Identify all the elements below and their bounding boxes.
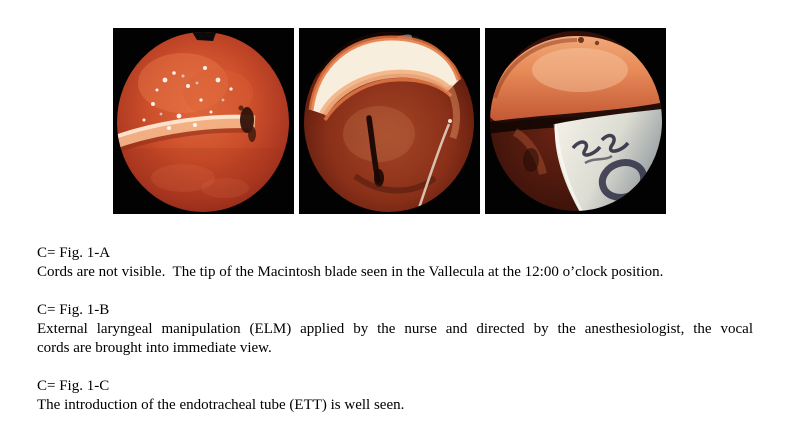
figure-strip	[113, 28, 666, 214]
fig-1c-photo	[485, 28, 666, 214]
fig-1a-frame	[113, 28, 294, 214]
fig-1c-label: C= Fig. 1-C	[37, 378, 110, 394]
caption-spacer	[37, 282, 753, 301]
fig-1a-photo	[113, 28, 294, 214]
caption-block	[37, 244, 753, 415]
fig-1b-caption-line-2: cords are brought into immediate view.	[37, 340, 272, 356]
fig-1b-frame	[299, 28, 480, 214]
fig-1c-caption: The introduction of the endotracheal tube (ETT) is well seen.	[37, 397, 405, 413]
fig-1b-label: C= Fig. 1-B	[37, 302, 110, 318]
caption-spacer	[37, 358, 753, 377]
fig-1a-label: C= Fig. 1-A	[37, 245, 111, 261]
fig-1b-photo	[299, 28, 480, 214]
fig-1b-caption-line-1: External laryngeal manipulation (ELM) applied by the nurse and directed by the anesthesiologist, the vocal	[37, 321, 753, 337]
fig-1c-frame	[485, 28, 666, 214]
fig-1a-caption: Cords are not visible. The tip of the Macintosh blade seen in the Vallecula at the 12:00 o’clock position.	[37, 264, 664, 280]
